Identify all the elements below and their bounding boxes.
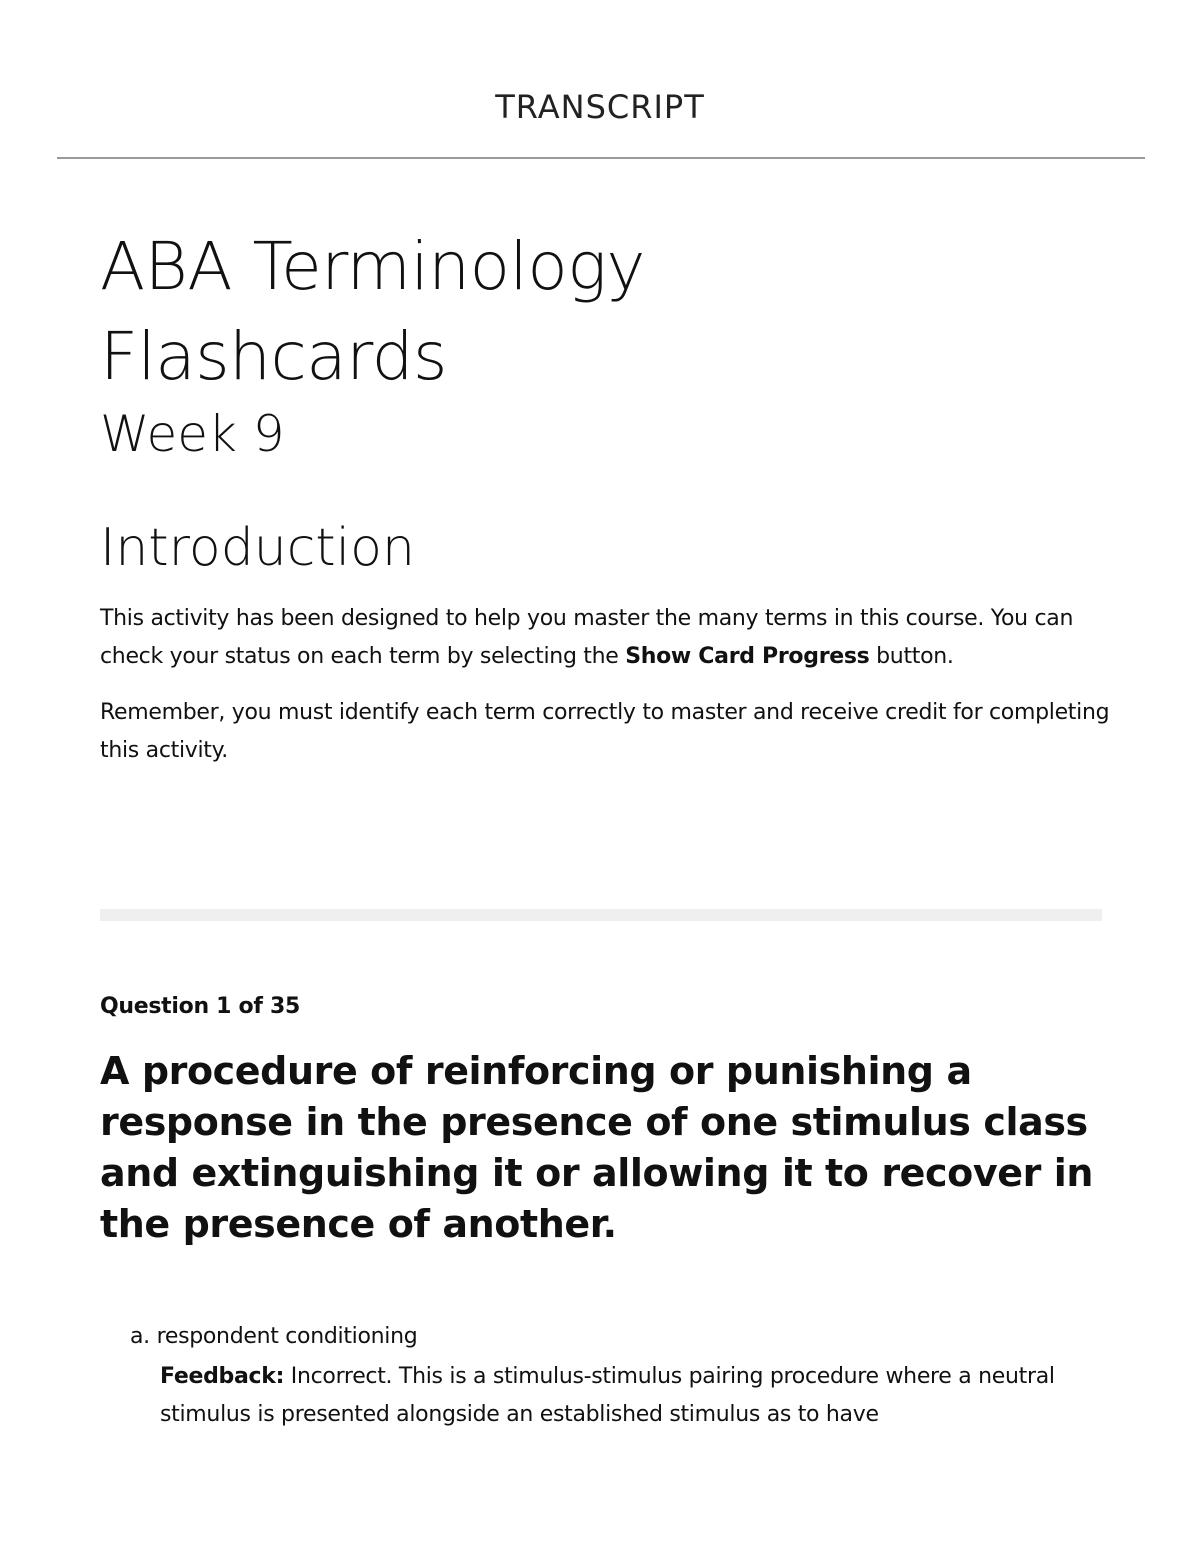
document-title-line1: ABA Terminology bbox=[100, 228, 645, 305]
transcript-header: TRANSCRIPT bbox=[495, 88, 705, 126]
introduction-paragraph-2: Remember, you must identify each term correctly to master and receive credit for completing this activity. bbox=[100, 700, 1110, 763]
question-counter: Question 1 of 35 bbox=[100, 994, 300, 1019]
answer-list bbox=[130, 1320, 1090, 1434]
header-divider bbox=[57, 157, 1145, 159]
document-title-line2: Flashcards bbox=[100, 318, 447, 395]
section-divider bbox=[100, 909, 1102, 921]
feedback-label: Feedback: bbox=[160, 1364, 285, 1389]
document-body bbox=[100, 222, 1110, 770]
document-subtitle: Week 9 bbox=[100, 405, 285, 463]
introduction-paragraph-1 bbox=[100, 600, 1110, 676]
intro-text-after: button. bbox=[869, 644, 954, 669]
question-text: A procedure of reinforcing or punishing a response in the presence of one stimulus class and extinguishing it or allowing it to recover in the presence of another. bbox=[100, 1049, 1094, 1246]
show-card-progress-label: Show Card Progress bbox=[625, 644, 870, 669]
document-title bbox=[100, 222, 1110, 402]
introduction-heading: Introduction bbox=[100, 518, 415, 578]
answer-option-a: a. respondent conditioning bbox=[130, 1324, 418, 1349]
intro-text-before: This activity has been designed to help you master the many terms in this course. You can check your status on each term by selecting the bbox=[100, 606, 1074, 669]
feedback-text: Incorrect. This is a stimulus-stimulus pairing procedure where a neutral stimulus is presented alongside an established stimulus as to have bbox=[160, 1364, 1055, 1427]
answer-feedback bbox=[160, 1358, 1090, 1434]
answer-item bbox=[130, 1320, 1090, 1434]
